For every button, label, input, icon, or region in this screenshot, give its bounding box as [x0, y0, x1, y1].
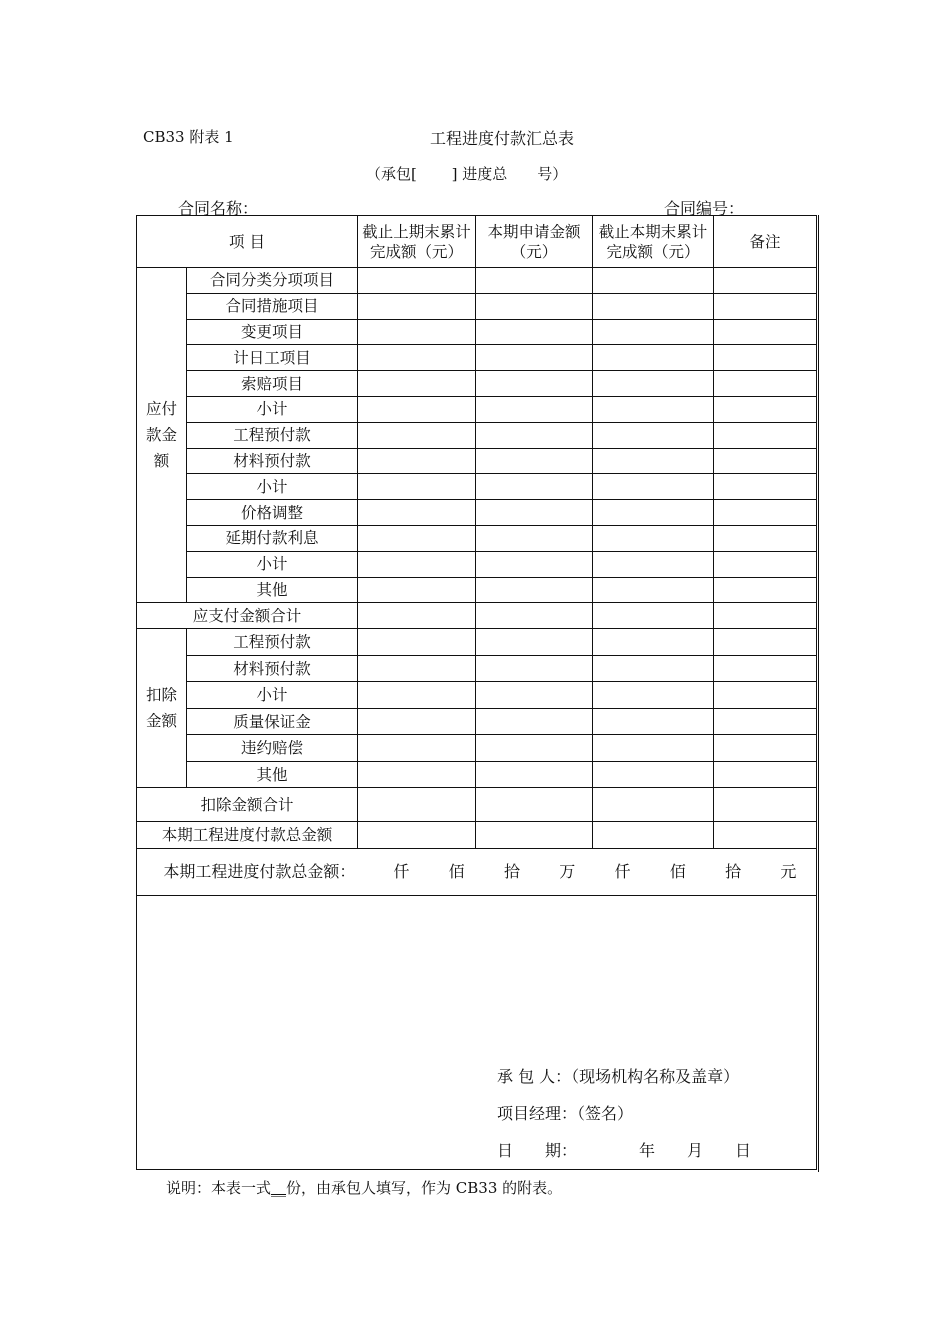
table-cell[interactable] [476, 500, 593, 526]
payable-item-label: 延期付款利息 [187, 525, 358, 551]
table-cell[interactable] [714, 788, 817, 822]
deduction-item-label: 违约赔偿 [187, 735, 358, 762]
payable-item-label: 变更项目 [187, 319, 358, 345]
table-cell[interactable] [714, 500, 817, 526]
table-row [137, 551, 817, 577]
deduction-item-label: 质量保证金 [187, 708, 358, 735]
unit-shi: 拾 [503, 862, 520, 882]
table-cell[interactable] [593, 525, 714, 551]
table-cell[interactable] [476, 474, 593, 500]
table-row [137, 268, 817, 294]
table-cell[interactable] [593, 761, 714, 788]
payment-summary-table [136, 215, 817, 1170]
table-cell[interactable] [358, 474, 476, 500]
table-row [137, 448, 817, 474]
table-cell[interactable] [358, 448, 476, 474]
table-cell[interactable] [593, 629, 714, 656]
column-header-current-apply: 本期申请金额（元） [476, 216, 593, 268]
table-cell[interactable] [358, 682, 476, 709]
table-cell[interactable] [593, 268, 714, 294]
payable-item-label: 合同分类分项项目 [187, 268, 358, 294]
form-code: CB33 附表 1 [143, 128, 234, 146]
footer-note [166, 1177, 562, 1198]
payable-item-label: 索赔项目 [187, 371, 358, 397]
table-cell[interactable] [476, 371, 593, 397]
table-cell[interactable] [714, 682, 817, 709]
table-cell[interactable] [476, 268, 593, 294]
table-row [137, 371, 817, 397]
table-cell[interactable] [714, 603, 817, 629]
table-cell[interactable] [358, 788, 476, 822]
table-row [137, 708, 817, 735]
table-cell[interactable] [476, 345, 593, 371]
payable-item-label: 小计 [187, 474, 358, 500]
table-row [137, 655, 817, 682]
table-cell[interactable] [593, 603, 714, 629]
payable-item-label: 合同措施项目 [187, 293, 358, 319]
payable-item-label: 其他 [187, 577, 358, 603]
unit-bai: 佰 [448, 862, 465, 882]
table-cell[interactable] [714, 422, 817, 448]
table-cell[interactable] [593, 655, 714, 682]
table-cell[interactable] [358, 708, 476, 735]
note-prefix: 说明：本表一式 [166, 1179, 272, 1197]
deduction-item-label: 其他 [187, 761, 358, 788]
table-row [137, 422, 817, 448]
table-cell[interactable] [476, 396, 593, 422]
payable-total-label: 应支付金额合计 [137, 603, 358, 629]
date-units: 年 月 日 [639, 1141, 752, 1161]
project-manager-line: 项目经理：（签名） [497, 1104, 634, 1124]
table-cell[interactable] [476, 761, 593, 788]
contract-name-label: 合同名称： [178, 199, 259, 218]
table-cell[interactable] [714, 371, 817, 397]
table-cell[interactable] [476, 788, 593, 822]
table-cell[interactable] [358, 551, 476, 577]
table-cell[interactable] [358, 629, 476, 656]
unit-yuan: 元 [780, 862, 797, 882]
unit-shi: 拾 [725, 862, 742, 882]
table-cell[interactable] [714, 319, 817, 345]
unit-wan: 万 [559, 862, 576, 882]
table-cell[interactable] [358, 525, 476, 551]
table-cell[interactable] [358, 761, 476, 788]
note-copies-blank: __ [271, 1179, 287, 1197]
table-cell[interactable] [714, 293, 817, 319]
table-cell[interactable] [476, 822, 593, 849]
table-cell[interactable] [593, 371, 714, 397]
table-cell[interactable] [714, 448, 817, 474]
table-cell[interactable] [714, 822, 817, 849]
table-cell[interactable] [358, 735, 476, 762]
contract-number-label: 合同编号： [664, 199, 745, 218]
table-row [137, 735, 817, 762]
table-row [137, 682, 817, 709]
table-cell[interactable] [714, 655, 817, 682]
table-cell[interactable] [358, 577, 476, 603]
deduction-total-label: 扣除金额合计 [137, 788, 358, 822]
table-cell[interactable] [476, 448, 593, 474]
table-cell[interactable] [593, 551, 714, 577]
table-cell[interactable] [593, 396, 714, 422]
outer-border-line [818, 215, 819, 1172]
deduction-group-label: 扣除金额 [137, 629, 187, 788]
table-row [137, 474, 817, 500]
unit-qian: 仟 [393, 862, 410, 882]
table-cell[interactable] [593, 293, 714, 319]
table-cell[interactable] [593, 682, 714, 709]
table-row [137, 345, 817, 371]
table-cell[interactable] [358, 422, 476, 448]
deduction-item-label: 小计 [187, 682, 358, 709]
note-suffix: 份，由承包人填写，作为 CB33 的附表。 [286, 1179, 563, 1197]
deduction-section [137, 629, 817, 788]
table-cell[interactable] [593, 448, 714, 474]
deduction-item-label: 工程预付款 [187, 629, 358, 656]
table-cell[interactable] [714, 396, 817, 422]
table-cell[interactable] [714, 735, 817, 762]
column-header-item: 项 目 [137, 216, 358, 268]
signature-row [137, 896, 817, 1170]
table-cell[interactable] [714, 551, 817, 577]
table-cell[interactable] [476, 708, 593, 735]
table-cell[interactable] [358, 396, 476, 422]
table-row [137, 822, 817, 849]
payable-item-label: 材料预付款 [187, 448, 358, 474]
table-cell[interactable] [593, 474, 714, 500]
table-cell[interactable] [476, 293, 593, 319]
table-header-row [137, 216, 817, 268]
table-cell[interactable] [358, 293, 476, 319]
date-label: 日 期： [497, 1141, 578, 1161]
table-cell[interactable] [714, 525, 817, 551]
table-cell[interactable] [714, 268, 817, 294]
column-header-remark: 备注 [714, 216, 817, 268]
table-row [137, 788, 817, 822]
table-cell[interactable] [714, 708, 817, 735]
unit-qian: 仟 [614, 862, 631, 882]
table-row [137, 500, 817, 526]
column-header-prev-cumulative: 截止上期末累计完成额（元） [358, 216, 476, 268]
table-cell[interactable] [476, 319, 593, 345]
table-cell[interactable] [476, 629, 593, 656]
table-row [137, 319, 817, 345]
table-cell[interactable] [593, 735, 714, 762]
contractor-seal-line: 承 包 人：（现场机构名称及盖章） [497, 1067, 740, 1087]
amount-in-words-cell[interactable] [137, 849, 817, 896]
deduction-item-label: 材料预付款 [187, 655, 358, 682]
table-cell[interactable] [593, 577, 714, 603]
table-cell[interactable] [476, 735, 593, 762]
column-header-current-cumulative: 截止本期末累计完成额（元） [593, 216, 714, 268]
table-cell[interactable] [714, 761, 817, 788]
table-cell[interactable] [714, 577, 817, 603]
period-total-label: 本期工程进度付款总金额 [137, 822, 358, 849]
table-cell[interactable] [358, 500, 476, 526]
table-cell[interactable] [358, 319, 476, 345]
table-cell[interactable] [593, 422, 714, 448]
form-subtitle: （承包[ ] 进度总 号） [366, 165, 568, 183]
signature-area[interactable] [137, 896, 817, 1170]
table-row [137, 577, 817, 603]
table-cell[interactable] [358, 345, 476, 371]
payable-item-label: 小计 [187, 551, 358, 577]
table-cell[interactable] [476, 577, 593, 603]
table-cell[interactable] [358, 268, 476, 294]
table-cell[interactable] [476, 655, 593, 682]
amount-in-words-label: 本期工程进度付款总金额： [163, 862, 356, 882]
table-cell[interactable] [476, 551, 593, 577]
table-cell[interactable] [358, 371, 476, 397]
table-cell[interactable] [476, 603, 593, 629]
table-row [137, 396, 817, 422]
table-cell[interactable] [593, 345, 714, 371]
table-row [137, 603, 817, 629]
table-cell[interactable] [358, 655, 476, 682]
table-cell[interactable] [593, 500, 714, 526]
payable-item-label: 小计 [187, 396, 358, 422]
table-cell[interactable] [714, 629, 817, 656]
table-cell[interactable] [714, 474, 817, 500]
table-cell[interactable] [476, 422, 593, 448]
payable-item-label: 计日工项目 [187, 345, 358, 371]
payable-item-label: 工程预付款 [187, 422, 358, 448]
table-cell[interactable] [476, 525, 593, 551]
unit-bai: 佰 [669, 862, 686, 882]
table-cell[interactable] [358, 822, 476, 849]
table-row [137, 525, 817, 551]
table-row [137, 761, 817, 788]
table-cell[interactable] [593, 319, 714, 345]
table-cell[interactable] [593, 708, 714, 735]
payable-section [137, 268, 817, 603]
table-cell[interactable] [714, 345, 817, 371]
table-row [137, 293, 817, 319]
table-row [137, 629, 817, 656]
payable-item-label: 价格调整 [187, 500, 358, 526]
table-cell[interactable] [593, 788, 714, 822]
payable-group-label: 应付款金额 [137, 268, 187, 603]
amount-in-words-row [137, 849, 817, 896]
table-cell[interactable] [476, 682, 593, 709]
table-cell[interactable] [593, 822, 714, 849]
page-title: 工程进度付款汇总表 [430, 129, 575, 148]
table-cell[interactable] [358, 603, 476, 629]
